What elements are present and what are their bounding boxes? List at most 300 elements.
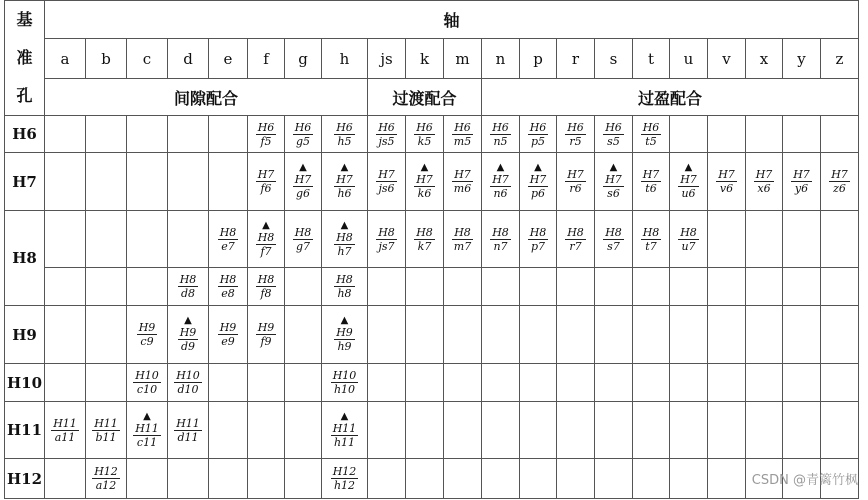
empty-cell — [285, 268, 322, 306]
fit-fraction — [218, 226, 239, 253]
shaft-letter-d: d — [168, 39, 209, 79]
fit-numerator: H7 — [680, 173, 697, 186]
empty-cell — [406, 459, 444, 499]
empty-cell — [444, 268, 482, 306]
fit-numerator: H7 — [831, 168, 848, 181]
preferred-fit-triangle-icon: ▲ — [184, 315, 192, 326]
fit-cell — [444, 211, 482, 268]
fit-row — [5, 402, 859, 459]
fit-numerator: H12 — [94, 465, 118, 478]
fit-denominator: h10 — [333, 383, 356, 396]
fit-cell — [482, 211, 520, 268]
fit-cell — [285, 153, 322, 211]
fit-numerator: H8 — [642, 225, 660, 239]
empty-cell — [248, 459, 285, 499]
empty-cell — [746, 116, 783, 153]
fit-denominator: f6 — [260, 182, 272, 195]
preferred-fit-triangle-icon: ▲ — [340, 219, 349, 231]
fit-fraction — [565, 226, 586, 253]
fit-cell — [368, 153, 406, 211]
empty-cell — [633, 306, 670, 364]
fit-denominator: t7 — [645, 239, 657, 253]
fit-denominator: z6 — [833, 182, 846, 195]
empty-cell — [209, 402, 248, 459]
fit-cell — [168, 268, 209, 306]
fit-fraction — [174, 369, 202, 396]
empty-cell — [746, 364, 783, 402]
empty-cell — [708, 116, 746, 153]
fit-fraction — [334, 221, 355, 258]
fit-cell — [406, 153, 444, 211]
empty-cell — [520, 306, 557, 364]
preferred-fit-triangle-icon: ▲ — [143, 410, 151, 422]
fit-numerator: H9 — [257, 321, 275, 334]
empty-cell — [45, 116, 86, 153]
fit-fraction — [603, 226, 624, 253]
fit-fraction — [256, 321, 277, 348]
empty-cell — [595, 459, 633, 499]
fit-denominator: p6 — [530, 187, 546, 200]
fit-cell — [670, 211, 708, 268]
empty-cell — [670, 402, 708, 459]
empty-cell — [670, 116, 708, 153]
fit-fraction — [641, 121, 662, 148]
watermark: CSDN @青篱竹枫 — [751, 473, 858, 488]
fit-denominator: f7 — [260, 244, 272, 258]
empty-cell — [86, 211, 127, 268]
empty-cell — [670, 364, 708, 402]
fit-row — [5, 153, 859, 211]
shaft-letter-n: n — [482, 39, 520, 79]
empty-cell — [821, 306, 859, 364]
fit-cell — [406, 211, 444, 268]
empty-cell — [783, 364, 821, 402]
base-hole-char-3: 孔 — [16, 86, 33, 105]
fit-denominator: n7 — [493, 239, 508, 253]
fit-denominator: k5 — [417, 134, 432, 148]
fit-fraction — [178, 316, 199, 353]
fit-cell — [285, 211, 322, 268]
fit-cell — [322, 402, 368, 459]
fit-cell — [368, 116, 406, 153]
preferred-fit-triangle-icon: ▲ — [420, 162, 429, 173]
fit-cell — [708, 153, 746, 211]
fit-numerator: H8 — [257, 230, 275, 244]
fit-fraction — [218, 321, 239, 348]
fit-denominator: f5 — [260, 134, 272, 148]
fit-numerator: H11 — [94, 416, 118, 430]
fit-cell — [595, 116, 633, 153]
fit-cell — [45, 402, 86, 459]
row-label-h9: H9 — [5, 306, 45, 364]
fit-cell — [285, 116, 322, 153]
empty-cell — [168, 153, 209, 211]
fit-numerator: H8 — [179, 273, 197, 286]
fit-numerator: H7 — [642, 168, 660, 181]
fit-numerator: H8 — [336, 230, 353, 244]
row-label-h11: H11 — [5, 402, 45, 459]
fit-denominator: r6 — [569, 182, 582, 195]
empty-cell — [45, 306, 86, 364]
fit-fraction — [92, 417, 120, 444]
fit-cell — [520, 211, 557, 268]
empty-cell — [482, 306, 520, 364]
fit-numerator: H11 — [135, 421, 159, 435]
fit-fraction — [528, 226, 549, 253]
fit-numerator: H6 — [257, 120, 275, 134]
fit-numerator: H6 — [605, 120, 622, 134]
fit-numerator: H8 — [294, 225, 312, 239]
fit-numerator: H7 — [567, 168, 584, 181]
shaft-letter-z: z — [821, 39, 859, 79]
row-label-h8: H8 — [5, 211, 45, 306]
fit-numerator: H6 — [378, 120, 395, 134]
empty-cell — [406, 364, 444, 402]
fit-numerator: H11 — [332, 421, 357, 435]
empty-cell — [285, 364, 322, 402]
empty-cell — [633, 459, 670, 499]
fit-denominator: h5 — [337, 134, 352, 148]
fit-row — [5, 211, 859, 268]
fit-numerator: H7 — [793, 168, 810, 181]
fit-denominator: s6 — [607, 187, 620, 200]
empty-cell — [406, 402, 444, 459]
fit-numerator: H9 — [219, 321, 237, 334]
fit-fraction — [133, 412, 161, 449]
empty-cell — [746, 306, 783, 364]
fit-fraction — [293, 226, 314, 253]
empty-cell — [368, 402, 406, 459]
fit-numerator: H8 — [257, 273, 275, 286]
empty-cell — [127, 459, 168, 499]
fit-numerator: H11 — [176, 416, 200, 430]
empty-cell — [368, 268, 406, 306]
fit-denominator: h11 — [333, 435, 356, 449]
fit-cell — [248, 116, 285, 153]
empty-cell — [821, 116, 859, 153]
fit-cell — [368, 211, 406, 268]
fit-numerator: H10 — [135, 369, 159, 382]
fit-numerator: H8 — [492, 225, 509, 239]
fit-cell — [746, 153, 783, 211]
preferred-fit-triangle-icon: ▲ — [262, 219, 270, 231]
fit-denominator: js5 — [378, 134, 395, 148]
fit-denominator: r5 — [569, 134, 582, 148]
row-label-h10: H10 — [5, 364, 45, 402]
fit-numerator: H8 — [219, 225, 237, 239]
fit-denominator: c10 — [136, 383, 158, 396]
empty-cell — [444, 364, 482, 402]
fit-fraction — [133, 369, 161, 396]
empty-cell — [168, 211, 209, 268]
fit-numerator: H7 — [755, 168, 773, 181]
shaft-letter-b: b — [86, 39, 127, 79]
fit-cell — [322, 459, 368, 499]
fit-cell — [168, 306, 209, 364]
empty-cell — [708, 459, 746, 499]
fit-denominator: k7 — [417, 239, 432, 253]
fit-row — [5, 306, 859, 364]
fit-row — [5, 268, 859, 306]
fit-denominator: y6 — [794, 182, 809, 195]
fit-denominator: a11 — [54, 430, 76, 444]
fit-denominator: h6 — [337, 187, 352, 200]
fit-cell — [127, 364, 168, 402]
fit-numerator: H8 — [567, 225, 584, 239]
shaft-letter-c: c — [127, 39, 168, 79]
fit-numerator: H7 — [378, 168, 395, 181]
empty-cell — [482, 459, 520, 499]
empty-cell — [45, 268, 86, 306]
fit-fraction — [334, 163, 355, 200]
fit-cell — [633, 153, 670, 211]
preferred-fit-triangle-icon: ▲ — [340, 315, 349, 326]
empty-cell — [595, 268, 633, 306]
empty-cell — [86, 306, 127, 364]
fit-denominator: g7 — [295, 239, 311, 253]
fit-numerator: H11 — [53, 416, 77, 430]
empty-cell — [86, 153, 127, 211]
empty-cell — [821, 402, 859, 459]
shaft-letter-p: p — [520, 39, 557, 79]
empty-cell — [557, 459, 595, 499]
fit-cell — [248, 306, 285, 364]
empty-cell — [127, 268, 168, 306]
empty-cell — [595, 402, 633, 459]
fit-denominator: s7 — [607, 239, 620, 253]
fit-cell — [168, 364, 209, 402]
fit-numerator: H6 — [567, 120, 584, 134]
fit-denominator: h9 — [337, 340, 352, 353]
fit-fraction — [754, 168, 775, 195]
fit-numerator: H8 — [416, 225, 433, 239]
preferred-fit-triangle-icon: ▲ — [340, 410, 349, 422]
empty-cell — [783, 211, 821, 268]
fit-fraction — [256, 273, 277, 300]
empty-cell — [368, 306, 406, 364]
fit-numerator: H9 — [179, 326, 197, 339]
empty-cell — [444, 402, 482, 459]
shaft-letter-h: h — [322, 39, 368, 79]
fit-numerator: H8 — [336, 273, 353, 286]
fit-denominator: t5 — [645, 134, 657, 148]
fit-numerator: H6 — [529, 120, 547, 134]
fit-cell — [168, 402, 209, 459]
fit-fraction — [452, 121, 473, 148]
fit-cell — [86, 459, 127, 499]
fit-fraction — [174, 417, 202, 444]
fit-denominator: t6 — [645, 182, 657, 195]
fit-cell — [633, 211, 670, 268]
empty-cell — [406, 268, 444, 306]
empty-cell — [248, 402, 285, 459]
fit-fraction — [791, 168, 812, 195]
fit-fraction — [334, 121, 355, 148]
fit-numerator: H7 — [416, 173, 433, 186]
empty-cell — [520, 364, 557, 402]
fit-numerator: H8 — [219, 273, 237, 286]
fit-fraction — [565, 121, 586, 148]
fit-cell — [322, 153, 368, 211]
fit-fraction — [256, 221, 277, 258]
fit-fraction — [51, 417, 79, 444]
shaft-letter-a: a — [45, 39, 86, 79]
empty-cell — [209, 459, 248, 499]
fit-numerator: H8 — [605, 225, 622, 239]
fit-cell — [322, 116, 368, 153]
empty-cell — [86, 268, 127, 306]
shaft-letter-f: f — [248, 39, 285, 79]
fit-cell — [322, 211, 368, 268]
fit-numerator: H7 — [492, 173, 509, 186]
fit-numerator: H7 — [454, 168, 471, 181]
empty-cell — [708, 306, 746, 364]
shaft-letter-x: x — [746, 39, 783, 79]
fit-denominator: h7 — [337, 244, 352, 258]
fit-fraction — [334, 273, 355, 300]
fit-denominator: js7 — [378, 239, 395, 253]
fit-denominator: d8 — [180, 287, 196, 300]
empty-cell — [557, 402, 595, 459]
empty-cell — [821, 364, 859, 402]
fit-denominator: h8 — [337, 287, 352, 300]
fit-cell — [557, 153, 595, 211]
fit-fraction — [92, 465, 120, 492]
fit-cell — [520, 116, 557, 153]
shaft-letter-v: v — [708, 39, 746, 79]
empty-cell — [285, 459, 322, 499]
fit-cell — [209, 211, 248, 268]
fit-denominator: v6 — [719, 182, 734, 195]
row-label-h6: H6 — [5, 116, 45, 153]
empty-cell — [209, 153, 248, 211]
fit-fraction — [414, 121, 435, 148]
fit-cell — [248, 268, 285, 306]
fit-fraction — [331, 465, 359, 492]
empty-cell — [821, 211, 859, 268]
fit-numerator: H7 — [257, 168, 275, 181]
fit-denominator: p5 — [530, 134, 546, 148]
fit-denominator: m5 — [453, 134, 472, 148]
fit-denominator: n5 — [493, 134, 508, 148]
shaft-letter-u: u — [670, 39, 708, 79]
empty-cell — [285, 402, 322, 459]
empty-cell — [633, 268, 670, 306]
fit-fraction — [452, 168, 473, 195]
fit-cell — [209, 268, 248, 306]
fit-denominator: r7 — [569, 239, 582, 253]
fit-row — [5, 364, 859, 402]
fit-numerator: H8 — [680, 225, 697, 239]
group-transition-fit: 过渡配合 — [368, 79, 482, 116]
fit-numerator: H8 — [454, 225, 471, 239]
fit-denominator: d11 — [177, 430, 199, 444]
empty-cell — [557, 268, 595, 306]
fit-denominator: d10 — [177, 383, 199, 396]
fit-denominator: u6 — [681, 187, 696, 200]
fit-numerator: H6 — [336, 120, 353, 134]
fit-denominator: k6 — [417, 187, 432, 200]
fit-fraction — [829, 168, 850, 195]
fit-denominator: x6 — [757, 182, 771, 195]
fit-numerator: H10 — [176, 369, 200, 382]
shaft-letter-m: m — [444, 39, 482, 79]
fit-denominator: m6 — [453, 182, 472, 195]
fit-cell — [444, 116, 482, 153]
empty-cell — [708, 402, 746, 459]
fit-fraction — [376, 121, 397, 148]
empty-cell — [86, 116, 127, 153]
fit-cell — [248, 153, 285, 211]
fit-fraction — [641, 226, 662, 253]
empty-cell — [444, 306, 482, 364]
group-interference-fit: 过盈配合 — [482, 79, 859, 116]
fit-fraction — [528, 121, 549, 148]
fit-cell — [595, 153, 633, 211]
fit-denominator: n6 — [493, 187, 508, 200]
empty-cell — [45, 211, 86, 268]
fit-fraction — [528, 163, 549, 200]
group-clearance-fit: 间隙配合 — [45, 79, 368, 116]
empty-cell — [285, 306, 322, 364]
fit-fraction — [218, 273, 239, 300]
empty-cell — [444, 459, 482, 499]
fit-numerator: H7 — [605, 173, 622, 186]
shaft-letter-k: k — [406, 39, 444, 79]
shaft-letter-e: e — [209, 39, 248, 79]
empty-cell — [86, 364, 127, 402]
fit-cell — [670, 153, 708, 211]
fit-fraction — [256, 121, 277, 148]
empty-cell — [368, 459, 406, 499]
empty-cell — [520, 402, 557, 459]
fit-denominator: b11 — [95, 430, 117, 444]
fit-cell — [322, 364, 368, 402]
fit-numerator: H7 — [294, 173, 312, 186]
fit-denominator: m7 — [453, 239, 472, 253]
empty-cell — [168, 459, 209, 499]
empty-cell — [783, 116, 821, 153]
fit-denominator: u7 — [681, 239, 696, 253]
fit-numerator: H10 — [332, 369, 357, 382]
fit-fraction — [603, 121, 624, 148]
empty-cell — [127, 153, 168, 211]
fit-fraction — [376, 168, 397, 195]
empty-cell — [670, 306, 708, 364]
fit-fraction — [490, 226, 511, 253]
row-label-h7: H7 — [5, 153, 45, 211]
empty-cell — [406, 306, 444, 364]
empty-cell — [746, 268, 783, 306]
empty-cell — [633, 364, 670, 402]
empty-cell — [520, 268, 557, 306]
fit-cell — [322, 306, 368, 364]
fit-fraction — [678, 226, 699, 253]
fit-cell — [482, 116, 520, 153]
fit-cell — [595, 211, 633, 268]
empty-cell — [248, 364, 285, 402]
fit-numerator: H7 — [336, 173, 353, 186]
fit-denominator: g5 — [295, 134, 311, 148]
preferred-fit-triangle-icon: ▲ — [684, 162, 693, 173]
empty-cell — [482, 402, 520, 459]
preferred-fit-triangle-icon: ▲ — [340, 162, 349, 173]
empty-cell — [595, 364, 633, 402]
empty-cell — [127, 211, 168, 268]
fit-cell — [482, 153, 520, 211]
fit-cell — [557, 211, 595, 268]
fit-cell — [633, 116, 670, 153]
